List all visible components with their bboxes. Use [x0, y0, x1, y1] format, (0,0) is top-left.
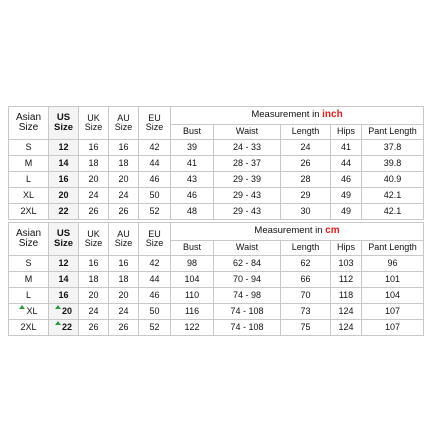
cell-bust: 48: [171, 204, 214, 220]
cell-au-size: 20: [109, 172, 139, 188]
table-row: [9, 140, 424, 156]
cell-length: 73: [281, 304, 331, 320]
cell-au-size: 24: [109, 188, 139, 204]
cell-marker-icon: [19, 305, 25, 309]
cell-asian-size: XL: [9, 304, 49, 320]
cell-uk-size: 26: [79, 204, 109, 220]
cell-waist: 62 - 84: [214, 256, 281, 272]
cell-hips: 44: [331, 156, 362, 172]
cell-pant-length: 42.1: [362, 204, 424, 220]
cell-uk-size: 24: [79, 304, 109, 320]
size-chart-cm: [8, 222, 424, 336]
cell-au-size: 24: [109, 304, 139, 320]
cell-us-size: 16: [49, 288, 79, 304]
cell-length: 66: [281, 272, 331, 288]
cell-bust: 122: [171, 320, 214, 336]
table-row: [9, 288, 424, 304]
cell-eu-size: 42: [139, 256, 171, 272]
cell-us-size: 22: [49, 204, 79, 220]
cell-hips: 124: [331, 304, 362, 320]
header-uk-size: UK Size: [79, 223, 109, 256]
cell-pant-length: 39.8: [362, 156, 424, 172]
cell-asian-size: M: [9, 156, 49, 172]
cell-length: 29: [281, 188, 331, 204]
cell-asian-size: 2XL: [9, 320, 49, 336]
table-row: [9, 272, 424, 288]
cell-hips: 103: [331, 256, 362, 272]
cell-eu-size: 50: [139, 188, 171, 204]
cell-hips: 49: [331, 204, 362, 220]
cell-au-size: 16: [109, 256, 139, 272]
cell-uk-size: 20: [79, 288, 109, 304]
cell-au-size: 20: [109, 288, 139, 304]
cell-bust: 116: [171, 304, 214, 320]
cell-waist: 70 - 94: [214, 272, 281, 288]
cell-eu-size: 46: [139, 172, 171, 188]
cell-us-size: 12: [49, 140, 79, 156]
cell-hips: 41: [331, 140, 362, 156]
cell-asian-size: 2XL: [9, 204, 49, 220]
cell-asian-size: L: [9, 288, 49, 304]
cell-hips: 46: [331, 172, 362, 188]
cell-waist: 28 - 37: [214, 156, 281, 172]
cell-length: 30: [281, 204, 331, 220]
header-length: Length: [281, 241, 331, 256]
cell-waist: 74 - 108: [214, 304, 281, 320]
cell-pant-length: 107: [362, 320, 424, 336]
cell-asian-size: S: [9, 256, 49, 272]
cell-bust: 46: [171, 188, 214, 204]
cell-hips: 118: [331, 288, 362, 304]
header-measurement-inch: [171, 107, 424, 125]
cell-pant-length: 104: [362, 288, 424, 304]
table-row: [9, 304, 424, 320]
table-row: [9, 256, 424, 272]
cell-length: 75: [281, 320, 331, 336]
measurement-unit: cm: [325, 225, 340, 237]
cell-eu-size: 44: [139, 272, 171, 288]
table-row: [9, 172, 424, 188]
header-length: Length: [281, 125, 331, 140]
measurement-unit: inch: [322, 109, 343, 121]
cell-pant-length: 101: [362, 272, 424, 288]
table-body-cm: [9, 256, 424, 336]
cell-asian-size: M: [9, 272, 49, 288]
cell-eu-size: 46: [139, 288, 171, 304]
cell-uk-size: 26: [79, 320, 109, 336]
cell-au-size: 18: [109, 156, 139, 172]
cell-au-size: 18: [109, 272, 139, 288]
cell-eu-size: 50: [139, 304, 171, 320]
cell-waist: 24 - 33: [214, 140, 281, 156]
cell-waist: 74 - 108: [214, 320, 281, 336]
header-au-size: AU Size: [109, 223, 139, 256]
header-asian-size: Asian Size: [9, 223, 49, 256]
cell-waist: 29 - 39: [214, 172, 281, 188]
cell-bust: 110: [171, 288, 214, 304]
header-waist: Waist: [214, 241, 281, 256]
cell-eu-size: 52: [139, 204, 171, 220]
cell-uk-size: 18: [79, 272, 109, 288]
cell-length: 62: [281, 256, 331, 272]
cell-uk-size: 16: [79, 140, 109, 156]
header-uk-size: UK Size: [79, 107, 109, 140]
header-bust: Bust: [171, 241, 214, 256]
cell-asian-size: S: [9, 140, 49, 156]
cell-bust: 43: [171, 172, 214, 188]
cell-uk-size: 24: [79, 188, 109, 204]
measurement-label: Measurement in: [251, 109, 323, 121]
cell-asian-size: L: [9, 172, 49, 188]
table-body-inch: [9, 140, 424, 220]
cell-us-size: 20: [49, 188, 79, 204]
cell-us-size: 16: [49, 172, 79, 188]
cell-us-size: 20: [49, 304, 79, 320]
cell-hips: 112: [331, 272, 362, 288]
cell-asian-size: XL: [9, 188, 49, 204]
cell-marker-icon: [55, 305, 61, 309]
header-asian-size: Asian Size: [9, 107, 49, 140]
cell-bust: 98: [171, 256, 214, 272]
cell-waist: 29 - 43: [214, 188, 281, 204]
cell-pant-length: 42.1: [362, 188, 424, 204]
header-au-size: AU Size: [109, 107, 139, 140]
cell-bust: 41: [171, 156, 214, 172]
cell-eu-size: 44: [139, 156, 171, 172]
cell-us-size: 14: [49, 156, 79, 172]
cell-length: 70: [281, 288, 331, 304]
cell-uk-size: 18: [79, 156, 109, 172]
cell-us-size: 14: [49, 272, 79, 288]
table-row: [9, 320, 424, 336]
cell-au-size: 16: [109, 140, 139, 156]
cell-waist: 74 - 98: [214, 288, 281, 304]
size-chart-inch: [8, 106, 424, 220]
cell-hips: 49: [331, 188, 362, 204]
header-pant-length: Pant Length: [362, 125, 424, 140]
cell-eu-size: 52: [139, 320, 171, 336]
header-eu-size: EU Size: [139, 223, 171, 256]
header-measurement-cm: [171, 223, 424, 241]
cell-length: 26: [281, 156, 331, 172]
cell-pant-length: 37.8: [362, 140, 424, 156]
cell-pant-length: 107: [362, 304, 424, 320]
cell-bust: 104: [171, 272, 214, 288]
cell-length: 24: [281, 140, 331, 156]
measurement-label: Measurement in: [254, 225, 326, 237]
header-bust: Bust: [171, 125, 214, 140]
cell-eu-size: 42: [139, 140, 171, 156]
table-row: [9, 188, 424, 204]
cell-bust: 39: [171, 140, 214, 156]
header-us-size: US Size: [49, 107, 79, 140]
cell-us-size: 12: [49, 256, 79, 272]
header-pant-length: Pant Length: [362, 241, 424, 256]
cell-length: 28: [281, 172, 331, 188]
cell-marker-icon: [55, 321, 61, 325]
cell-uk-size: 16: [79, 256, 109, 272]
table-row: [9, 204, 424, 220]
header-waist: Waist: [214, 125, 281, 140]
cell-us-size: 22: [49, 320, 79, 336]
cell-pant-length: 40.9: [362, 172, 424, 188]
header-us-size: US Size: [49, 223, 79, 256]
cell-au-size: 26: [109, 320, 139, 336]
cell-uk-size: 20: [79, 172, 109, 188]
cell-pant-length: 96: [362, 256, 424, 272]
header-hips: Hips: [331, 241, 362, 256]
table-row: [9, 156, 424, 172]
header-eu-size: EU Size: [139, 107, 171, 140]
cell-au-size: 26: [109, 204, 139, 220]
cell-waist: 29 - 43: [214, 204, 281, 220]
header-hips: Hips: [331, 125, 362, 140]
cell-hips: 124: [331, 320, 362, 336]
